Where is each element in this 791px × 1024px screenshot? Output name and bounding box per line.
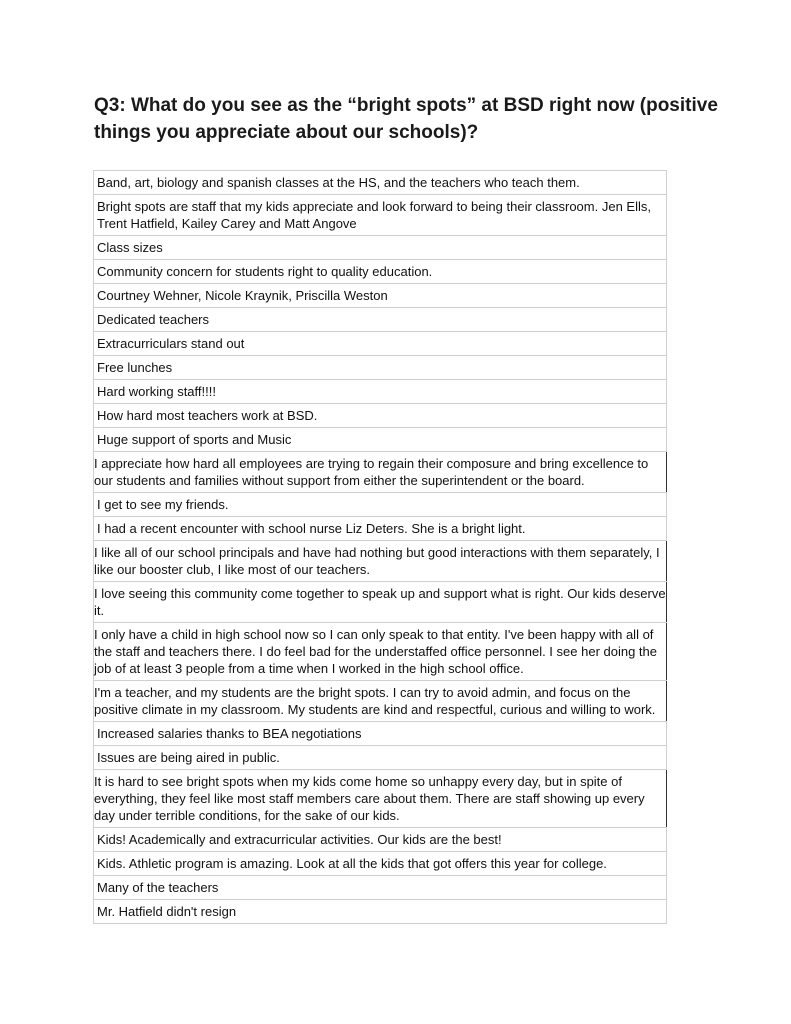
table-row: [94, 332, 667, 356]
table-row: [94, 195, 667, 236]
question-title: Q3: What do you see as the “bright spots” at BSD right now (positive things you appreciate about our schools)?: [94, 95, 718, 143]
response-cell: I get to see my friends.: [94, 493, 667, 517]
table-row: [94, 308, 667, 332]
response-cell: Many of the teachers: [94, 876, 667, 900]
table-row: [94, 828, 667, 852]
table-row: [94, 770, 667, 828]
response-cell: Kids. Athletic program is amazing. Look at all the kids that got offers this year for college.: [94, 852, 667, 876]
response-cell: Courtney Wehner, Nicole Kraynik, Priscilla Weston: [94, 284, 667, 308]
response-cell: Mr. Hatfield didn't resign: [94, 900, 667, 924]
response-cell: I appreciate how hard all employees are trying to regain their composure and bring excellence to our students and families without support from either the superintendent or the board.: [94, 452, 667, 493]
response-cell: Increased salaries thanks to BEA negotiations: [94, 722, 667, 746]
table-row: [94, 284, 667, 308]
response-cell: I only have a child in high school now so I can only speak to that entity. I've been happy with all of the staff and teachers there. I do feel bad for the understaffed office personnel. I see her doing the job of at least 3 people from a time when I worked in the high school office.: [94, 623, 667, 681]
table-row: [94, 428, 667, 452]
table-row: [94, 236, 667, 260]
table-row: [94, 900, 667, 924]
response-cell: I like all of our school principals and have had nothing but good interactions with them separately, I like our booster club, I like most of our teachers.: [94, 541, 667, 582]
response-cell: I love seeing this community come together to speak up and support what is right. Our kids deserve it.: [94, 582, 667, 623]
response-cell: Huge support of sports and Music: [94, 428, 667, 452]
table-row: [94, 493, 667, 517]
response-cell: I had a recent encounter with school nurse Liz Deters. She is a bright light.: [94, 517, 667, 541]
response-cell: Band, art, biology and spanish classes at the HS, and the teachers who teach them.: [94, 171, 667, 195]
table-row: [94, 404, 667, 428]
response-cell: Dedicated teachers: [94, 308, 667, 332]
table-row: [94, 171, 667, 195]
response-cell: Kids! Academically and extracurricular activities. Our kids are the best!: [94, 828, 667, 852]
table-row: [94, 852, 667, 876]
response-cell: Free lunches: [94, 356, 667, 380]
table-row: [94, 260, 667, 284]
response-cell: Community concern for students right to quality education.: [94, 260, 667, 284]
table-row: [94, 746, 667, 770]
response-cell: Hard working staff!!!!: [94, 380, 667, 404]
table-row: [94, 452, 667, 493]
table-row: [94, 623, 667, 681]
response-cell: Bright spots are staff that my kids appreciate and look forward to being their classroom. Jen Ells, Trent Hatfield, Kailey Carey and Matt Angove: [94, 195, 667, 236]
table-row: [94, 517, 667, 541]
responses-table: [93, 170, 667, 924]
table-row: [94, 582, 667, 623]
table-row: [94, 356, 667, 380]
response-cell: Issues are being aired in public.: [94, 746, 667, 770]
table-row: [94, 380, 667, 404]
table-row: [94, 681, 667, 722]
table-row: [94, 541, 667, 582]
response-cell: Extracurriculars stand out: [94, 332, 667, 356]
response-cell: How hard most teachers work at BSD.: [94, 404, 667, 428]
table-row: [94, 876, 667, 900]
table-row: [94, 722, 667, 746]
response-cell: Class sizes: [94, 236, 667, 260]
response-cell: I'm a teacher, and my students are the bright spots. I can try to avoid admin, and focus on the positive climate in my classroom. My students are kind and respectful, curious and willing to work.: [94, 681, 667, 722]
response-cell: It is hard to see bright spots when my kids come home so unhappy every day, but in spite of everything, they feel like most staff members care about them. There are staff showing up every day under terrible conditions, for the sake of our kids.: [94, 770, 667, 828]
